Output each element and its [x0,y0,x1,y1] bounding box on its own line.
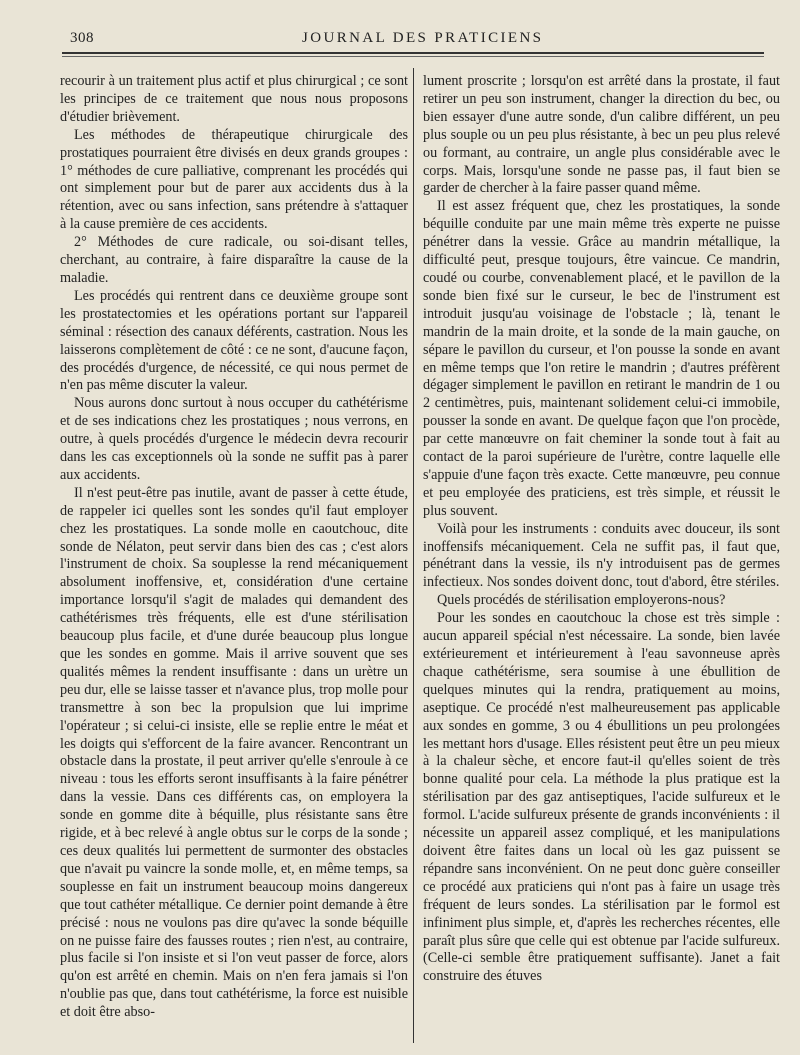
paragraph: Quels procédés de stérilisation employerons-nous? [437,592,726,609]
page-number: 308 [70,30,94,46]
header-rule-thin [62,56,764,57]
left-column [60,73,408,1022]
paragraph: lument proscrite ; lorsqu'on est arrêté dans la prostate, il faut retirer un peu son instrument, changer la direction du bec, ou bien essayer d'une autre sonde, d'un calibre différent, un peu plus souple ou un peu plus résistante, à bec un peu plus relevé ou formant, au contraire, un angle plus considérable avec le corps. Mais, lorsqu'une sonde ne passe pas, il faut bien se garder de chercher à la faire passer quand même. [423,73,780,197]
right-column [423,73,780,986]
paragraph: Les procédés qui rentrent dans ce deuxième groupe sont les prostatectomies et les opérations portant sur l'appareil séminal : résection des canaux déférents, castration. Nous les laisserons complètement de côté : ce ne sont, d'aucune façon, des procédés d'urgence, de nécessité, ce qui nous permet de n'en pas même discuter la valeur. [60,287,408,394]
paragraph: Nous aurons donc surtout à nous occuper du cathétérisme et de ses indications chez les prostatiques ; nous verrons, en outre, à quels procédés d'urgence le médecin devra recourir dans les cas exceptionnels où la sonde ne suffit pas à parer aux accidents. [60,395,408,483]
paragraph: recourir à un traitement plus actif et plus chirurgical ; ce sont les principes de ce traitement que nous nous proposons d'étudier brièvement. [60,73,408,125]
journal-title: JOURNAL DES PRATICIENS [302,30,544,46]
header-rule-thick [62,52,764,54]
running-header [62,28,764,50]
paragraph: 2° Méthodes de cure radicale, ou soi-disant telles, cherchant, au contraire, à faire disparaître la cause de la maladie. [60,234,408,286]
paragraph: Il est assez fréquent que, chez les prostatiques, la sonde béquille conduite par une main même très experte ne puisse pénétrer dans la vessie. Grâce au mandrin métallique, la difficulté peut, presque toujours, être vaincue. Ce mandrin, coudé ou courbe, convenablement placé, et le pavillon de la sonde bien fixé sur le curseur, le bec de l'instrument est introduit jusqu'au voisinage de l'obstacle ; là, tenant le mandrin de la main droite, et la sonde de la main gauche, on sépare le pavillon du curseur, et l'on pousse la sonde en avant en même temps que l'on retire le mandrin ; d'autres préfèrent dégager simplement le pavillon en retirant le mandrin de 1 ou 2 centimètres, puis, maintenant solidement celui-ci immobile, pousser la sonde en avant. De quelque façon que l'on procède, par cette manœuvre on fait cheminer la sonde tout à fait au contact de la paroi supérieure de l'urètre, contre laquelle elle s'appuie d'une façon très exacte. Cette manœuvre, peu connue et peu employée des praticiens, est très simple, et réussit le plus souvent. [423,198,780,519]
paragraph: Il n'est peut-être pas inutile, avant de passer à cette étude, de rappeler ici quelles sont les sondes qu'il faut employer chez les prostatiques. La sonde molle en caoutchouc, dite sonde de Nélaton, peut servir dans bien des cas ; c'est alors l'instrument de choix. Sa souplesse la rend mécaniquement absolument inoffensive, et, considération d'une certaine importance lorsqu'il s'agit de malades qui demandent des cathétérismes très fréquents, elle est d'une stérilisation beaucoup plus facile, et d'une durée beaucoup plus longue que les sondes en gomme. Mais il arrive souvent que ses qualités mêmes la rendent insuffisante : dans un urètre un peu dur, elle se laisse tasser et n'avance plus, trop molle pour transmettre à son bec la propulsion que lui imprime l'opérateur ; si celui-ci insiste, elle se replie entre le méat et les doigts qui s'efforcent de la faire avancer. Rencontrant un obstacle dans la prostate, il peut arriver qu'elle s'enroule à ce niveau : tous les efforts seront insuffisants à la faire pénétrer dans la vessie. Dans ces différents cas, on employera la sonde en gomme dite à béquille, plus résistante sans être rigide, et à bec relevé à angle obtus sur le corps de la sonde ; ces deux qualités lui permettent de surmonter des obstacles que n'avait pu vaincre la sonde molle, et, en même temps, sa souplesse en fait un instrument beaucoup moins dangereux que tout cathéter métallique. Ce dernier point demande à être précisé : nous ne voulons pas dire qu'avec la sonde béquille on ne puisse faire des fausses routes ; rien n'est, au contraire, plus facile si l'on insiste et si l'on veut passer de force, alors qu'on est arrêté en chemin. Mais on n'en fera jamais si l'on n'oublie pas que, dans tout cathétérisme, la force est nuisible et doit être abso- [60,484,408,1021]
column-divider [413,68,414,1043]
paragraph: Les méthodes de thérapeutique chirurgicale des prostatiques pourraient être divisés en deux grands groupes : 1° méthodes de cure palliative, comprenant les procédés qui ont simplement pour but de parer aux accidents dus à la rétention, avec ou sans infection, sans prétendre à s'attaquer à la cause première de ces accidents. [60,126,408,233]
paragraph: Voilà pour les instruments : conduits avec douceur, ils sont inoffensifs mécaniquement. Cela ne suffit pas, il faut que, pénétrant dans la vessie, ils n'y introduisent pas de germes infectieux. Nos sondes doivent donc, tout d'abord, être stériles. [423,520,780,591]
paragraph: Pour les sondes en caoutchouc la chose est très simple : aucun appareil spécial n'est nécessaire. La sonde, bien lavée extérieurement et intérieurement à l'eau savonneuse après chaque cathétérisme, sera soumise à une ébullition de quelques minutes qui la rendra, pratiquement au moins, aseptique. Ce procédé n'est malheureusement pas applicable aux sondes en gomme, 3 ou 4 ébullitions un peu prolongées les mettant hors d'usage. Elles résistent peut être un peu mieux à la chaleur sèche, et encore faut-il qu'elles soient de très bonne qualité pour cela. La méthode la plus pratique est la stérilisation par des gaz antiseptiques, l'acide sulfureux et le formol. L'acide sulfureux présente de grands inconvénients : il nécessite un appareil assez compliqué, et les manipulations doivent être faites dans un local où les gaz puissent se répandre sans inconvénient. On ne peut donc guère conseiller ce procédé aux praticiens qui n'ont pas à faire un usage très fréquent de leurs sondes. La stérilisation par le formol est infiniment plus simple, et, d'après les recherches récentes, elle paraît plus sûre que celle qui est obtenue par l'acide sulfureux. (Celle-ci semble être pratiquement suffisante). Janet a fait construire des étuves [423,610,780,985]
